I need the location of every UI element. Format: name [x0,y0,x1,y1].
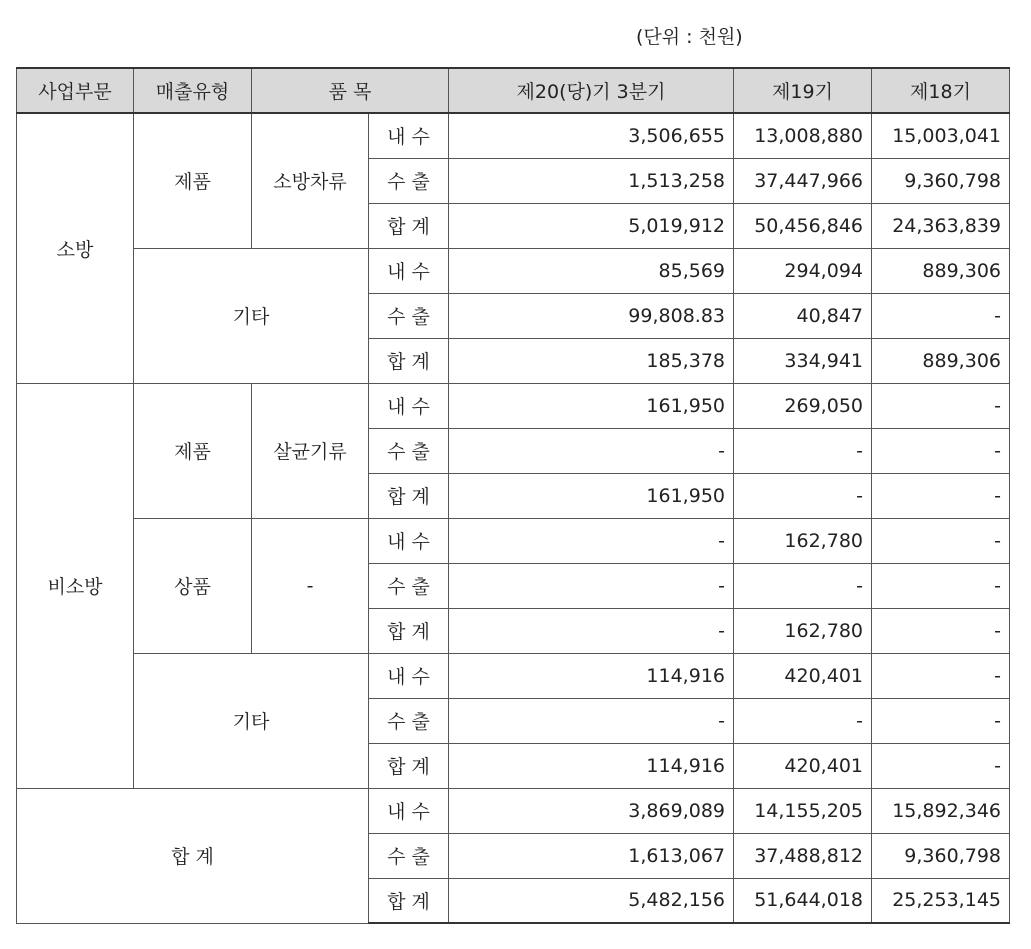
sales-type-cell: 기타 [134,248,369,383]
item-cell: 소방차류 [252,113,369,248]
subtype-cell: 합 계 [369,878,449,923]
subtype-cell: 합 계 [369,338,449,383]
value-cell: 269,050 [734,383,872,428]
value-cell: 889,306 [872,338,1010,383]
sales-type-cell: 기타 [134,653,369,788]
value-cell: 25,253,145 [872,878,1010,923]
value-cell: 99,808.83 [449,293,734,338]
value-cell: - [872,743,1010,788]
unit-label: (단위 : 천원) [636,26,743,48]
division-cell: 비소방 [17,383,134,788]
header-period-19: 제19기 [734,68,872,113]
value-cell: 9,360,798 [872,158,1010,203]
value-cell: 24,363,839 [872,203,1010,248]
value-cell: - [449,518,734,563]
value-cell: 13,008,880 [734,113,872,158]
value-cell: - [449,428,734,473]
division-cell: 소방 [17,113,134,383]
subtype-cell: 내 수 [369,383,449,428]
subtype-cell: 합 계 [369,743,449,788]
value-cell: 420,401 [734,653,872,698]
value-cell: - [872,428,1010,473]
value-cell: 37,447,966 [734,158,872,203]
value-cell: 162,780 [734,518,872,563]
value-cell: - [872,608,1010,653]
header-sales-type: 매출유형 [134,68,252,113]
item-cell: - [252,518,369,653]
subtype-cell: 내 수 [369,113,449,158]
sales-type-cell: 제품 [134,113,252,248]
value-cell: 5,482,156 [449,878,734,923]
subtype-cell: 수 출 [369,293,449,338]
value-cell: 161,950 [449,473,734,518]
subtype-cell: 수 출 [369,563,449,608]
value-cell: - [734,698,872,743]
table-row [17,248,1010,293]
value-cell: 185,378 [449,338,734,383]
sales-type-cell: 상품 [134,518,252,653]
subtype-cell: 수 출 [369,428,449,473]
value-cell: 161,950 [449,383,734,428]
value-cell: - [449,563,734,608]
value-cell: - [449,698,734,743]
value-cell: 162,780 [734,608,872,653]
value-cell: - [872,653,1010,698]
sales-type-cell: 제품 [134,383,252,518]
subtype-cell: 내 수 [369,788,449,833]
value-cell: - [872,383,1010,428]
table-row [17,653,1010,698]
subtype-cell: 내 수 [369,248,449,293]
value-cell: 420,401 [734,743,872,788]
subtype-cell: 합 계 [369,473,449,518]
value-cell: 334,941 [734,338,872,383]
header-period-20: 제20(당)기 3분기 [449,68,734,113]
value-cell: 889,306 [872,248,1010,293]
subtype-cell: 합 계 [369,203,449,248]
value-cell: 85,569 [449,248,734,293]
subtype-cell: 수 출 [369,698,449,743]
header-item: 품 목 [252,68,449,113]
header-period-18: 제18기 [872,68,1010,113]
subtype-cell: 합 계 [369,608,449,653]
sales-table [16,67,1010,924]
table-row [17,113,1010,158]
value-cell: 9,360,798 [872,833,1010,878]
item-cell: 살균기류 [252,383,369,518]
value-cell: - [872,563,1010,608]
value-cell: 50,456,846 [734,203,872,248]
value-cell: - [872,698,1010,743]
value-cell: 1,513,258 [449,158,734,203]
value-cell: 51,644,018 [734,878,872,923]
value-cell: 14,155,205 [734,788,872,833]
subtype-cell: 내 수 [369,518,449,563]
value-cell: 15,892,346 [872,788,1010,833]
table-row [17,518,1010,563]
table-row [17,383,1010,428]
header-row [17,68,1010,113]
header-business-division: 사업부문 [17,68,134,113]
value-cell: 40,847 [734,293,872,338]
value-cell: - [734,428,872,473]
value-cell: - [872,518,1010,563]
value-cell: - [449,608,734,653]
subtype-cell: 내 수 [369,653,449,698]
value-cell: 1,613,067 [449,833,734,878]
subtype-cell: 수 출 [369,158,449,203]
grand-total-cell: 합 계 [17,788,369,923]
table-row [17,788,1010,833]
value-cell: 114,916 [449,653,734,698]
subtype-cell: 수 출 [369,833,449,878]
value-cell: - [734,563,872,608]
value-cell: 37,488,812 [734,833,872,878]
value-cell: 3,506,655 [449,113,734,158]
value-cell: 294,094 [734,248,872,293]
value-cell: 15,003,041 [872,113,1010,158]
value-cell: - [872,293,1010,338]
value-cell: - [734,473,872,518]
value-cell: - [872,473,1010,518]
value-cell: 3,869,089 [449,788,734,833]
value-cell: 114,916 [449,743,734,788]
value-cell: 5,019,912 [449,203,734,248]
